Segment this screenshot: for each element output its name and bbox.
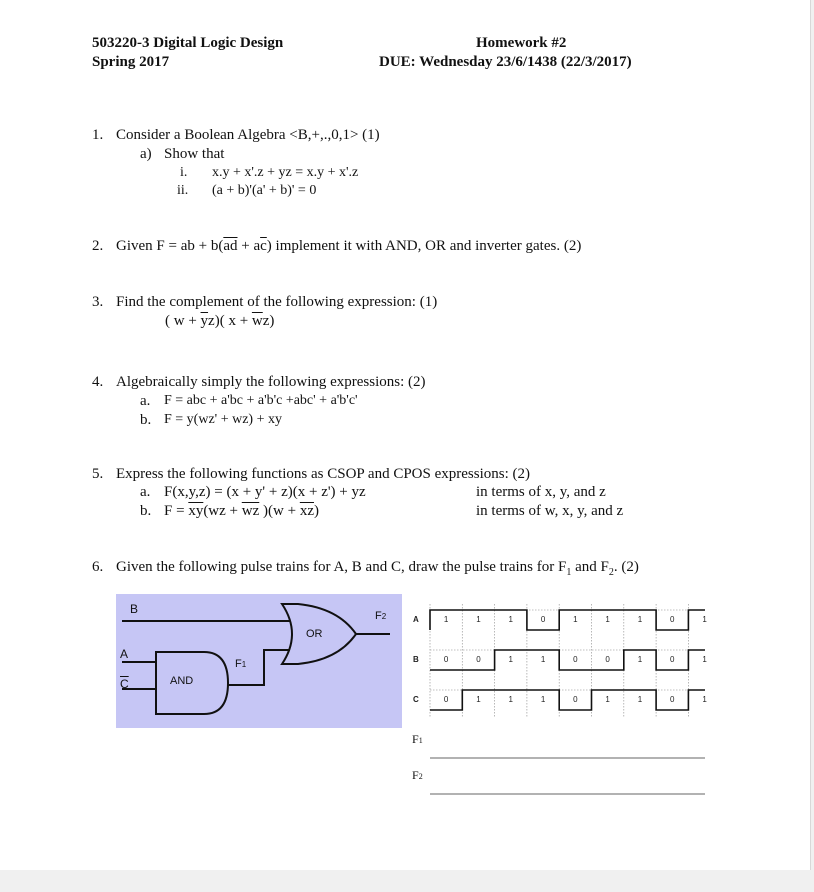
bit-value: 0 [443, 655, 449, 664]
bit-value: 1 [508, 655, 513, 664]
bit-value: 0 [443, 695, 449, 704]
bit-value: 0 [573, 655, 578, 664]
or-gate-label: OR [306, 628, 323, 640]
bit-value: 1 [637, 695, 643, 704]
q1ii-label: ii. [177, 183, 189, 198]
q5a-expr: F(x,y,z) = (x + y' + z)(x + z') + yz [164, 484, 366, 500]
q3-expr: ( $w + \overline{y}z$)( $x + \overline{w}z$) [165, 313, 275, 329]
waveform-c [430, 690, 705, 710]
bit-value: 1 [540, 695, 546, 704]
bit-value: 1 [476, 695, 481, 704]
circuit-label-f2: F2 [375, 610, 387, 622]
q4b-label: b. [140, 412, 152, 428]
bit-value: 0 [605, 655, 610, 664]
bit-value: 1 [508, 695, 513, 704]
and-gate-label: AND [170, 675, 194, 687]
circuit-svg [116, 594, 402, 728]
bit-value: 1 [508, 615, 513, 624]
bit-value: 1 [540, 655, 546, 664]
course-title: 503220-3 Digital Logic Design [92, 35, 284, 51]
q5b-note: in terms of w, x, y, and z [476, 503, 624, 519]
homework-title: Homework #2 [476, 35, 567, 51]
bit-value: 0 [476, 655, 481, 664]
bit-value: 0 [670, 615, 675, 624]
q1a-label: a) [140, 146, 152, 162]
bit-value: 1 [637, 615, 643, 624]
q4-text: Algebraically simply the following expressions: (2) [116, 374, 426, 390]
q5a-label: a. [140, 484, 151, 500]
q6-text: Given the following pulse trains for A, B and C, draw the pulse trains for $F_1$ and $F_2$. (2) [116, 559, 639, 578]
circuit-label-f1: F1 [235, 658, 247, 670]
bit-value: 1 [573, 615, 578, 624]
q1i-expr: x.y + x'.z + yz = x.y + x'.z [212, 165, 359, 180]
circuit-label-b: B [130, 602, 139, 616]
term: Spring 2017 [92, 54, 170, 70]
bit-value: 1 [702, 655, 707, 664]
bit-value: 1 [476, 615, 481, 624]
output-label-f2: F2 [412, 768, 423, 782]
bit-value: 1 [637, 655, 643, 664]
q4b-expr: F = y(wz' + wz) + xy [164, 412, 282, 427]
logic-circuit-diagram [116, 594, 402, 728]
bit-value: 0 [670, 695, 675, 704]
q1ii-expr: (a + b)'(a' + b)' = 0 [212, 183, 317, 198]
signal-label-a: A [413, 615, 419, 624]
q2-text: Given F = ab + $b(\overline{ad} + a\overline{c})$ implement it with AND, OR and inverter gates. (2) [116, 238, 582, 254]
q1i-label: i. [180, 165, 188, 180]
signal-label-c: C [413, 695, 419, 704]
bit-value: 1 [702, 615, 707, 624]
q1-number: 1. [92, 127, 104, 143]
timing-svg [405, 600, 705, 810]
q6-number: 6. [92, 559, 104, 575]
due-date: DUE: Wednesday 23/6/1438 (22/3/2017) [379, 54, 632, 70]
q3-number: 3. [92, 294, 104, 310]
waveform-a [430, 610, 705, 630]
circuit-label-a: A [120, 647, 129, 661]
q4a-label: a. [140, 393, 151, 409]
signal-label-b: B [413, 655, 419, 664]
q4-number: 4. [92, 374, 104, 390]
bit-value: 0 [540, 615, 546, 624]
bit-value: 0 [670, 655, 675, 664]
q5a-note: in terms of x, y, and z [476, 484, 606, 500]
waveform-b [430, 650, 705, 670]
q1a-text: Show that [164, 146, 225, 162]
bit-value: 1 [443, 615, 449, 624]
bit-value: 1 [605, 695, 610, 704]
q1-text: Consider a Boolean Algebra <B,+,.,0,1> (1) [116, 127, 380, 143]
q5b-expr: $F = \overline{xy}(wz + \overline{wz}$ )$(w + \overline{xz})$ [164, 503, 319, 519]
q3-text: Find the complement of the following expression: (1) [116, 294, 438, 310]
output-label-f1: F1 [412, 732, 423, 746]
bit-value: 0 [573, 695, 578, 704]
circuit-label-c-bar: $\overline{C}$ [120, 677, 129, 691]
q4a-expr: F = abc + a'bc + a'b'c +abc' + a'b'c' [164, 393, 358, 408]
bit-value: 1 [702, 695, 707, 704]
q5b-label: b. [140, 503, 152, 519]
q5-number: 5. [92, 466, 104, 482]
q2-number: 2. [92, 238, 104, 254]
timing-diagram [405, 600, 705, 810]
bit-value: 1 [605, 615, 610, 624]
q5-text: Express the following functions as CSOP and CPOS expressions: (2) [116, 466, 531, 482]
